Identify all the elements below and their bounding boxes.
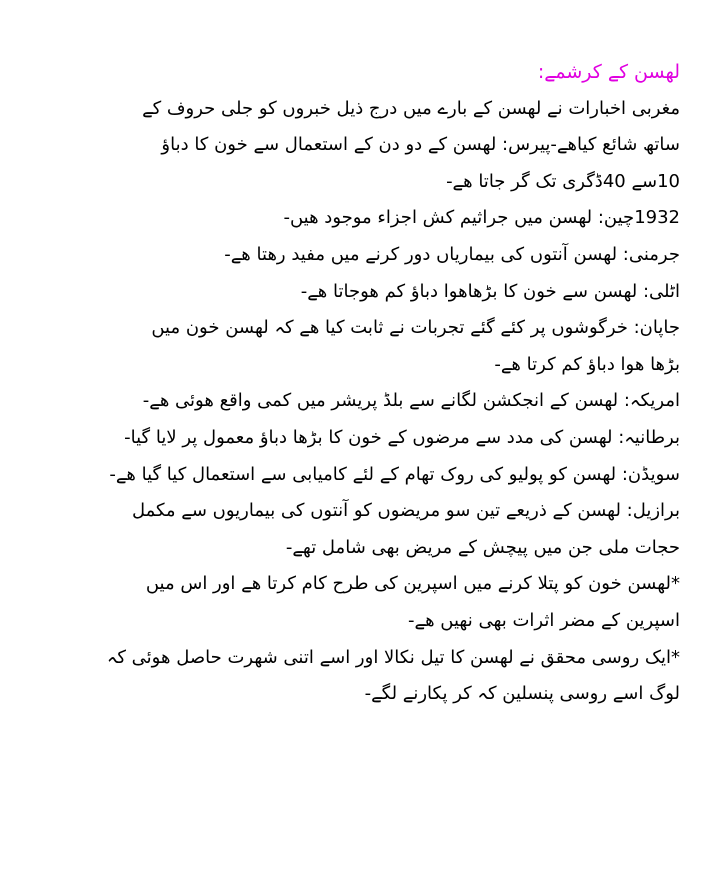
text-line: سویڈن: لھسن کو پولیو کی روک تھام کے لئے کامیابی سے استعمال کیا گیا ھے- <box>109 463 680 485</box>
text-line: حجات ملی جن میں پیچش کے مریض بھی شامل تھے- <box>285 536 680 558</box>
text-line: برطانیہ: لھسن کی مدد سے مرضوں کے خون کا بڑھا دباؤ معمول پر لایا گیا- <box>124 426 680 448</box>
article-title: لھسن کے کرشمے: <box>537 61 680 83</box>
text-line: 10سے 40ڈگری تک گر جاتا ھے- <box>446 170 680 192</box>
text-line: لوگ اسے روسی پنسلین کہ کر پکارنے لگے- <box>364 683 680 705</box>
text-line: مغربی اخبارات نے لھسن کے بارے میں درج ذیل خبروں کو جلی حروف کے <box>142 97 680 119</box>
text-line: امریکہ: لھسن کے انجکشن لگانے سے بلڈ پریشر میں کمی واقع ھوئی ھے- <box>142 390 680 412</box>
text-line: اٹلی: لھسن سے خون کا بڑھاھوا دباؤ کم ھوجاتا ھے- <box>300 280 680 302</box>
text-line: *ایک روسی محقق نے لھسن کا تیل نکالا اور اسے اتنی شھرت حاصل ھوئی کہ <box>106 646 680 668</box>
text-line: *لھسن خون کو پتلا کرنے میں اسپرین کی طرح کام کرتا ھے اور اس میں <box>145 573 680 595</box>
text-line: جرمنی: لھسن آنتوں کی بیماریاں دور کرنے میں مفید رھتا ھے- <box>224 243 680 265</box>
text-line: ساتھ شائع کیاھے-پیرس: لھسن کے دو دن کے استعمال سے خون کا دباؤ <box>161 134 680 156</box>
article-body <box>34 54 680 713</box>
text-line: 1932چین: لھسن میں جراثیم کش اجزاء موجود ھیں- <box>283 207 680 229</box>
text-line: اسپرین کے مضر اثرات بھی نھیں ھے- <box>408 609 680 631</box>
text-line: برازیل: لھسن کے ذریعے تین سو مریضوں کو آنتوں کی بیماریوں سے مکمل <box>131 500 680 522</box>
text-line: بڑھا ھوا دباؤ کم کرتا ھے- <box>494 353 680 375</box>
text-line: جاپان: خرگوشوں پر کئے گئے تجربات نے ثابت کیا ھے کہ لھسن خون میں <box>151 317 680 339</box>
